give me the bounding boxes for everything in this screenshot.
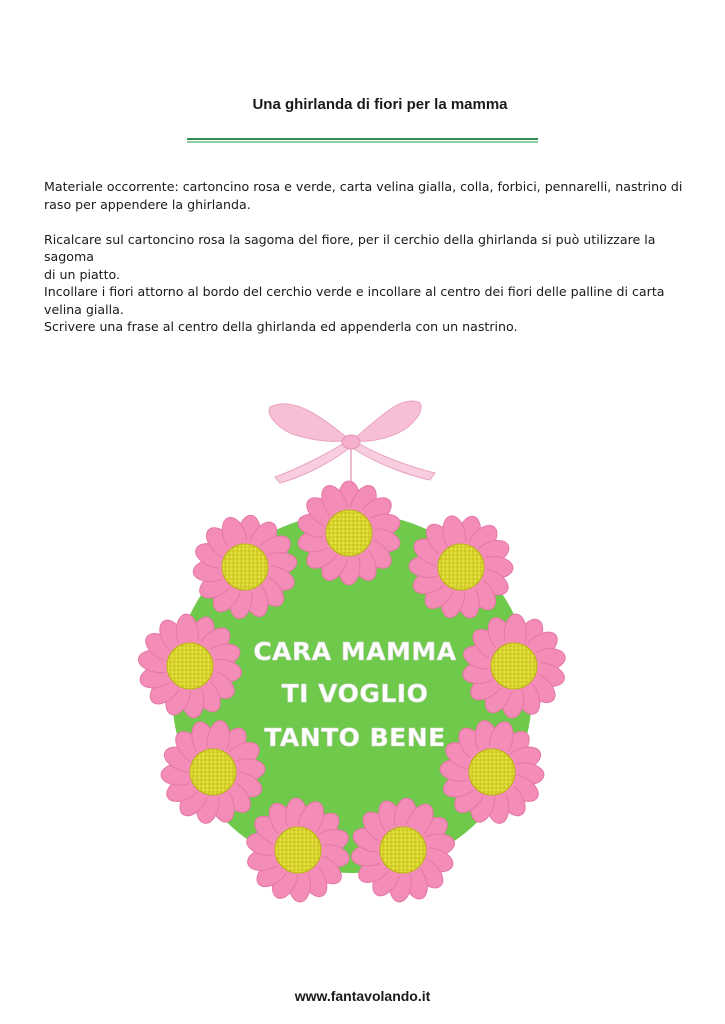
step2-line-2: velina gialla. [44, 301, 124, 317]
materials-line-2: raso per appendere la ghirlanda. [44, 196, 251, 212]
ribbon-bow [269, 401, 435, 485]
flower-center [326, 510, 372, 556]
footer-site: www.fantavolando.it [294, 988, 431, 1004]
garland-message-line-3: TANTO BENE [264, 723, 446, 752]
step1-line-2: di un piatto. [44, 266, 121, 282]
flower-center [222, 544, 268, 590]
garland-message-line-1: CARA MAMMA [253, 637, 457, 666]
materials-line-1: Materiale occorrente: cartoncino rosa e verde, carta velina gialla, colla, forbici, pennarelli, nastrino di [44, 179, 683, 194]
page-title: Una ghirlanda di fiori per la mamma [252, 96, 508, 113]
flower-center [190, 749, 236, 795]
garland-message-line-2: TI VOGLIO [281, 679, 429, 708]
step3-line-1: Scrivere una frase al centro della ghirlanda ed appenderla con un nastrino. [44, 319, 518, 334]
flower-garland-illustration [130, 385, 580, 905]
flower-center [469, 749, 515, 795]
flower-center [438, 544, 484, 590]
step2-line-1: Incollare i fiori attorno al bordo del cerchio verde e incollare al centro dei fiori delle palline di carta [44, 284, 665, 299]
flower-center [380, 827, 426, 873]
title-divider [187, 138, 538, 143]
instructions-text [44, 178, 684, 336]
flower-center [275, 827, 321, 873]
step1-line-1: Ricalcare sul cartoncino rosa la sagoma del fiore, per il cerchio della ghirlanda si può utilizzare la sagoma [44, 231, 656, 264]
